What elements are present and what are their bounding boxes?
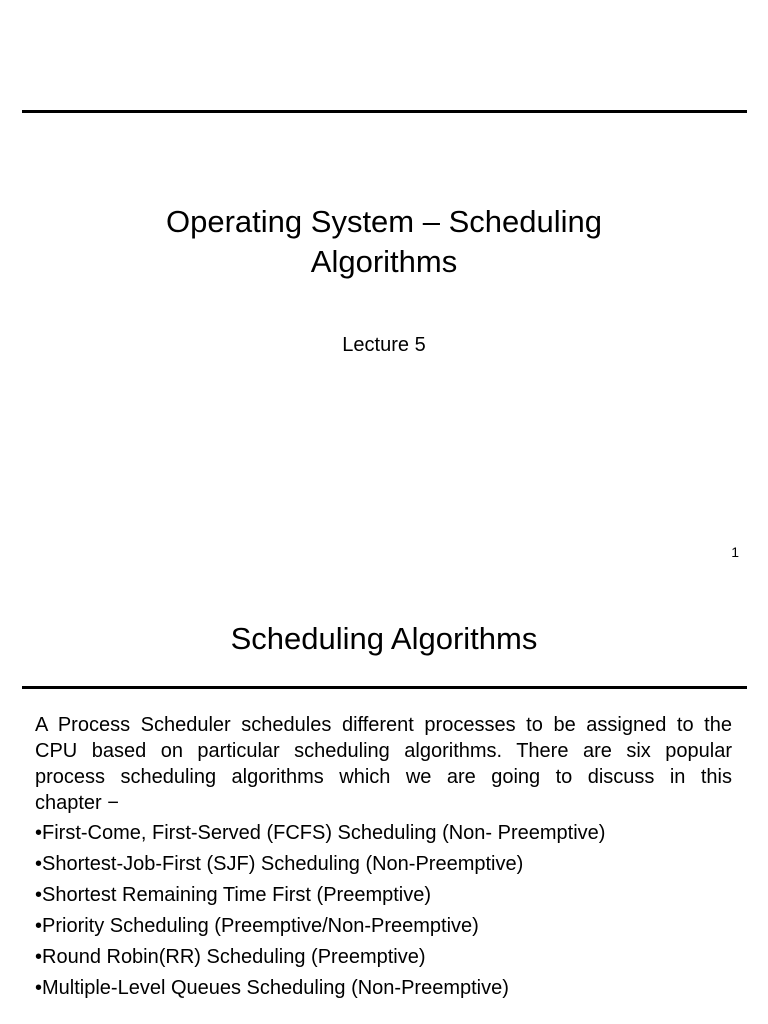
bullet-item-round-robin: •Round Robin(RR) Scheduling (Preemptive) — [35, 946, 426, 968]
slide-number: 1 — [731, 544, 739, 560]
bullet-item-srtf: •Shortest Remaining Time First (Preemptive) — [35, 884, 432, 906]
section-title: Scheduling Algorithms — [230, 621, 538, 656]
intro-text-line: CPU based on particular scheduling algorithms. There are six popular — [35, 740, 732, 762]
slide-title-line-1: Operating System – Scheduling — [166, 204, 602, 239]
intro-text-line: chapter − — [35, 792, 119, 814]
bullet-item-fcfs: •First-Come, First-Served (FCFS) Scheduling (Non- Preemptive) — [35, 822, 606, 844]
intro-text-line: process scheduling algorithms which we are going to discuss in this — [35, 766, 732, 788]
bullet-item-sjf: •Shortest-Job-First (SJF) Scheduling (Non-Preemptive) — [35, 853, 524, 875]
slide-subtitle: Lecture 5 — [342, 334, 426, 356]
top-divider — [22, 110, 747, 113]
section-divider — [22, 686, 747, 689]
slide-title-line-2: Algorithms — [310, 244, 458, 279]
bullet-item-priority: •Priority Scheduling (Preemptive/Non-Preemptive) — [35, 915, 479, 937]
intro-text-line: A Process Scheduler schedules different processes to be assigned to the — [35, 714, 732, 736]
bullet-item-multilevel-queues: •Multiple-Level Queues Scheduling (Non-Preemptive) — [35, 977, 509, 999]
